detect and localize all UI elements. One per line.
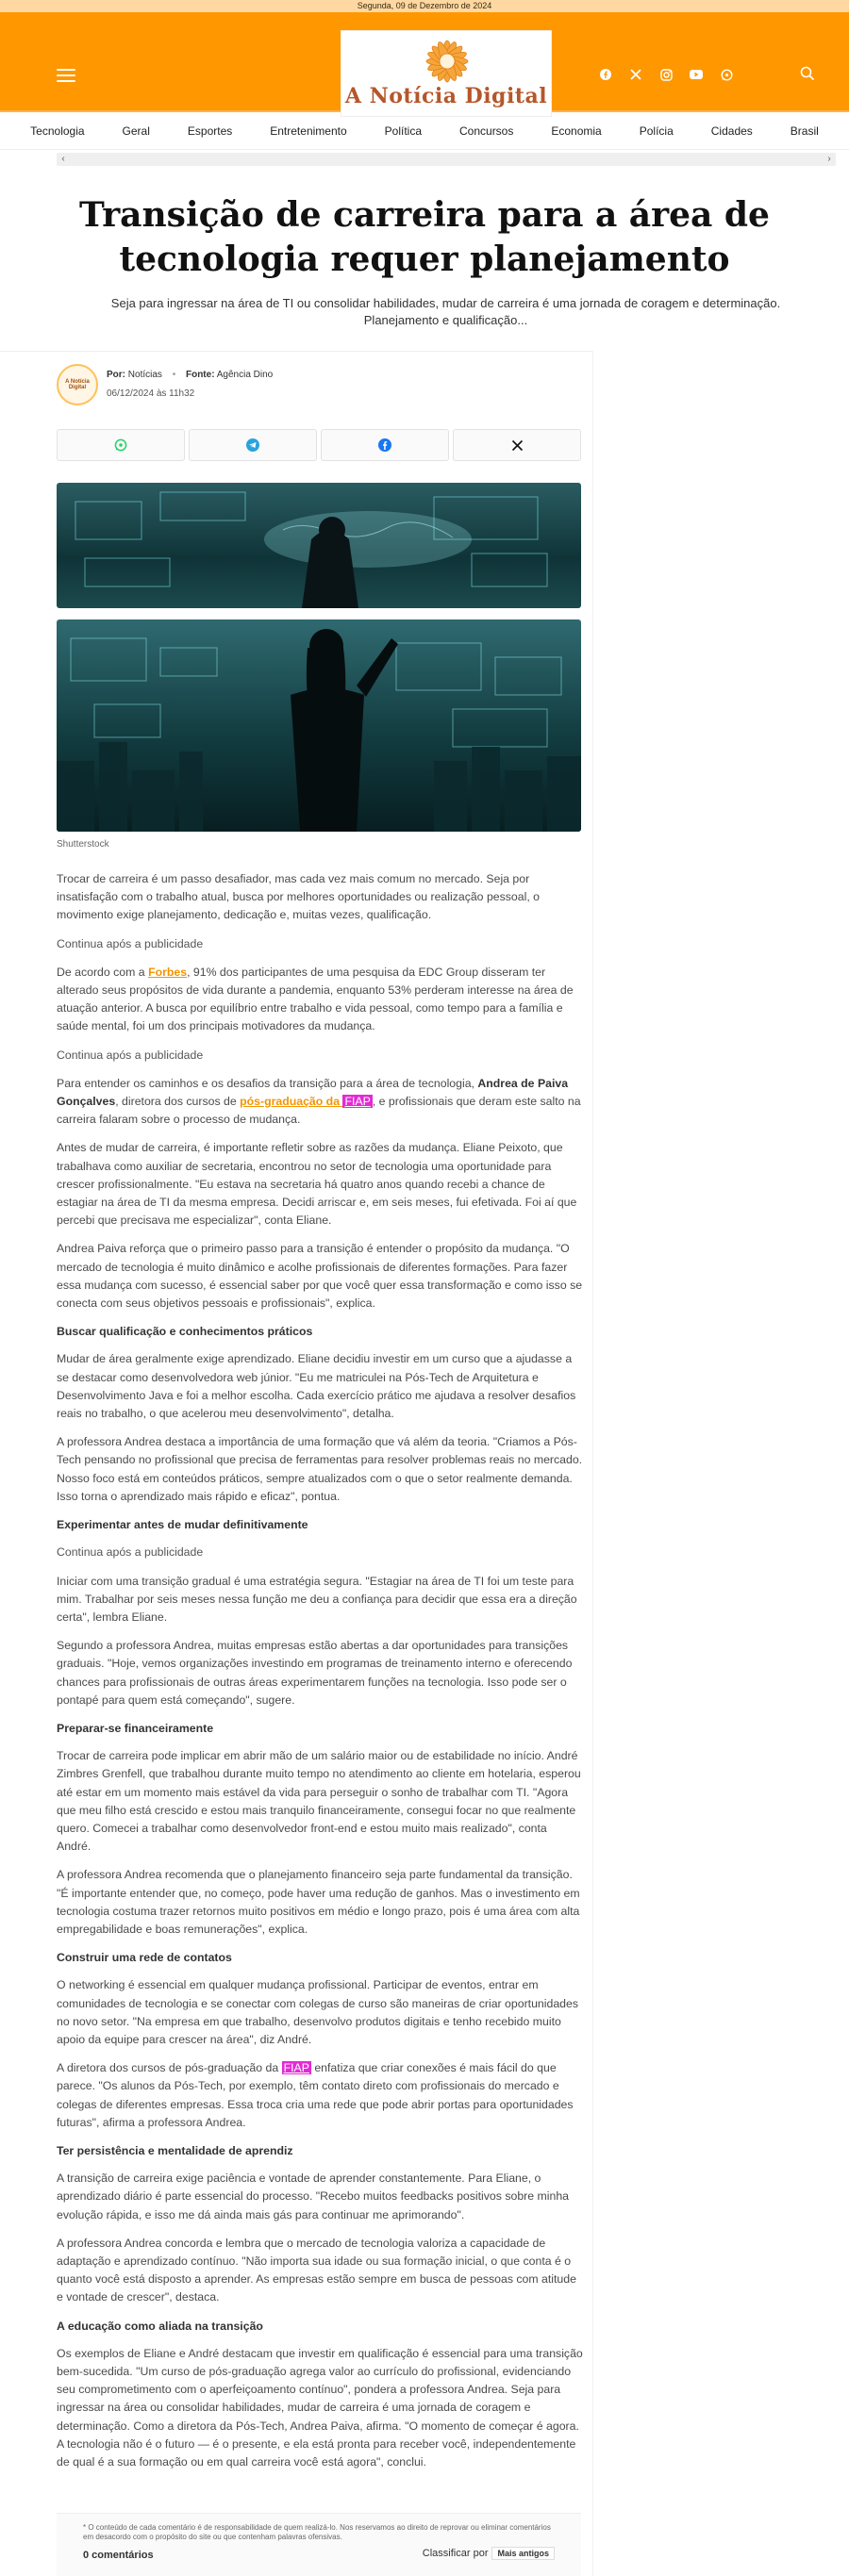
nav-item-economia[interactable]: Economia [551, 124, 602, 138]
by-label: Por: [107, 370, 125, 380]
ad-notice: Continua após a publicidade [57, 1048, 204, 1062]
nav-item-brasil[interactable]: Brasil [790, 124, 819, 138]
divider [0, 351, 592, 352]
paragraph: O networking é essencial em qualquer mudança profissional. Participar de eventos, entrar em comunidades de tecnologia e se conectar com colegas de curso são maneiras de criar oportunidades no novo setor. "Na empresa em que trabalho, desenvolvo produtos digitais e tenho recebido muito apoio da equipe para crescer na área", diz André. [57, 1978, 578, 2046]
comments-disclaimer: * O conteúdo de cada comentário é de responsabilidade de quem realizá-lo. Nos reservamos ao direito de reprovar ou eliminar comentários em desacordo com o propósito do site ou que contenham palavras ofensivas. [83, 2523, 551, 2541]
avatar [57, 364, 98, 405]
section-heading: Experimentar antes de mudar definitivamente [57, 1518, 308, 1532]
paragraph: A professora Andrea destaca a importância de uma formação que vá além da teoria. "Criamos a Pós-Tech pensando no profissional que precisa de ferramentas para resolver problemas reais no mercado. Nosso foco está em conteúdos práticos, sempre atualizados com o que o setor realmente demanda. Isso torna o aprendizado mais rápido e eficaz", pontua. [57, 1435, 583, 1503]
nav-item-policia[interactable]: Polícia [639, 124, 674, 138]
comments-count: 0 comentários [83, 2550, 154, 2561]
posgraduacao-link[interactable]: pós-graduação da [240, 1095, 343, 1109]
comments-bar [83, 2550, 555, 2568]
current-date: Segunda, 09 de Dezembro de 2024 [357, 1, 492, 10]
sort-label: Classificar por [422, 2548, 489, 2559]
paragraph: Iniciar com uma transição gradual é uma estratégia segura. "Estagiar na área de TI foi um teste para mim. Trabalhar por seis meses nessa função me deu a confiança para decidir que essa era a direção certa", lembra Eliane. [57, 1574, 577, 1624]
nav-item-tecnologia[interactable]: Tecnologia [30, 124, 85, 138]
section-heading: Preparar-se financeiramente [57, 1721, 214, 1735]
nav-item-politica[interactable]: Política [384, 124, 422, 138]
nav-scrollbar[interactable] [57, 153, 836, 166]
facebook-icon[interactable] [599, 68, 612, 81]
paragraph: Segundo a professora Andrea, muitas empresas estão abertas a dar oportunidades para transições graduais. "Hoje, vemos organizações investindo em programas de treinamento interno e oferecendo chances para profissionais de outras áreas experimentarem funções na tecnologia. Isso pode ser o pontapé para quem está começando", sugere. [57, 1639, 573, 1707]
paragraph: Para entender os caminhos e os desafios da transição para a área de tecnologia, Andrea de Paiva Gonçalves, diretora dos cursos de pós-graduação da FIAP , e profissionais que deram este salto na carreira falaram sobre o processo de mudança. [57, 1076, 581, 1127]
share-buttons [57, 429, 581, 461]
nav-item-entretenimento[interactable]: Entretenimento [270, 124, 347, 138]
avatar-text: A Notícia Digital [65, 379, 90, 390]
image-caption: Shutterstock [57, 839, 109, 850]
paragraph: De acordo com a Forbes, 91% dos participantes de uma pesquisa da EDC Group disseram ter alterado seus propósitos de vida durante a pandemia, enquanto 53% perderam interesse na área de atuação anterior. A busca por equilíbrio entre trabalho e vida pessoal, como tempo para a família e saúde mental, foi um dos principais motivadores da mudança. [57, 965, 574, 1033]
facebook-icon [378, 438, 391, 452]
nav-item-geral[interactable]: Geral [122, 124, 150, 138]
site-header [0, 12, 849, 112]
source-label: Fonte: [185, 370, 215, 380]
share-whatsapp-button[interactable] [57, 429, 185, 461]
ad-notice: Continua após a publicidade [57, 1545, 204, 1560]
paragraph: Andrea Paiva reforça que o primeiro passo para a transição é entender o propósito da mudança. "O mercado de tecnologia é muito dinâmico e acolhe profissionais de diferentes formações. Para fazer essa mudança com sucesso, é essencial saber por que você quer essa transformação e como isso se conecta com seus objetivos pessoais e profissionais", explica. [57, 1242, 583, 1311]
share-x-button[interactable] [453, 429, 581, 461]
sort-select[interactable]: Mais antigos [491, 2547, 555, 2560]
paragraph: A transição de carreira exige paciência e vontade de aprender constantemente. Para Eliane, o aprendizado diário é parte essencial do processo. "Recebo muitos feedbacks positivos sobre minha evolução rápida, e isso me dá ainda mais gás para continuar me aprimorando". [57, 2171, 570, 2221]
comments-sort [423, 2548, 555, 2559]
source-name: Agência Dino [216, 370, 274, 380]
paragraph: Antes de mudar de carreira, é importante refletir sobre as razões da mudança. Eliane Peixoto, que trabalhava como auxiliar de secretaria, encontrou no setor de tecnologia uma oportunidade para crescer profissionalmente. "Eu estava na secretaria há quatro anos quando recebi a chance de estagiar na área de TI da mesma empresa. Decidi arriscar e, em seis meses, fui efetivada. Foi aí que percebi que precisava me especializar", conta Eliane. [57, 1141, 577, 1228]
site-logo[interactable] [341, 30, 552, 117]
paragraph: Trocar de carreira pode implicar em abrir mão de um salário maior ou de estabilidade no início. André Zimbres Grenfell, que trabalhou durante muito tempo no atendimento ao cliente em hotelaria, esperou até estar em um momento mais estável da vida para perseguir o sonho de trabalhar com TI. "Agora que meu filho está crescido e estou mais tranquilo financeiramente, consegui focar no que realmente quero. Comecei a trabalhar como desenvolvedor front-end e estou muito mais realizado", conta André. [57, 1749, 581, 1854]
social-links [599, 68, 733, 81]
nav-item-esportes[interactable]: Esportes [187, 124, 233, 138]
x-icon [511, 439, 524, 452]
section-heading: A educação como aliada na transição [57, 2319, 263, 2333]
paragraph: A professora Andrea recomenda que o planejamento financeiro seja parte fundamental da transição. "É importante entender que, no começo, pode haver uma redução de ganhos. Mas o investimento em tecnologia costuma trazer retornos muito positivos em médio e longo prazo, pois é uma área com alta empregabilidade e boas remunerações", explica. [57, 1868, 580, 1936]
article-body [57, 870, 583, 2482]
search-icon[interactable] [800, 66, 815, 81]
youtube-icon[interactable] [690, 68, 703, 81]
date-bar [0, 0, 849, 12]
fiap-link[interactable]: FIAP [344, 1095, 371, 1109]
paragraph: Trocar de carreira é um passo desafiador, mas cada vez mais comum no mercado. Seja por insatisfação com o trabalho atual, busca por melhores oportunidades ou realização pessoal, o movimento exige planejamento, dedicação e, muitas vezes, qualificação. [57, 872, 540, 922]
scroll-left-icon[interactable]: ‹ [61, 154, 65, 164]
menu-icon[interactable] [57, 69, 75, 82]
share-facebook-button[interactable] [321, 429, 449, 461]
telegram-icon [246, 438, 259, 452]
comments-section [57, 2513, 581, 2576]
whatsapp-icon[interactable] [720, 68, 733, 81]
section-heading: Buscar qualificação e conhecimentos práticos [57, 1325, 313, 1339]
publish-datetime: 06/12/2024 às 11h32 [107, 388, 195, 399]
x-icon[interactable] [629, 68, 642, 81]
author-block [57, 364, 585, 411]
section-heading: Ter persistência e mentalidade de aprendiz [57, 2143, 293, 2157]
logo-text: A Notícia Digital [344, 84, 548, 108]
instagram-icon[interactable] [659, 68, 673, 81]
section-heading: Construir uma rede de contatos [57, 1951, 232, 1965]
article-title: Transição de carreira para a área de tecnologia requer planejamento [79, 195, 770, 279]
share-telegram-button[interactable] [189, 429, 317, 461]
scroll-right-icon[interactable]: › [827, 154, 831, 164]
paragraph: A diretora dos cursos de pós-graduação da FIAP enfatiza que criar conexões é mais fácil do que parece. "Os alunos da Pós-Tech, por exemplo, têm contato direto com profissionais do mercado e colegas de diferentes empresas. Essa troca cria uma rede que pode abrir portas para oportunidades futuras", afirma a professora Andrea. [57, 2061, 574, 2129]
paragraph: A professora Andrea concorda e lembra que o mercado de tecnologia valoriza a capacidade de adaptação e aprendizado contínuo. "Não importa sua idade ou sua formação inicial, o que conta é o quanto você está disposto a aprender. As empresas estão sempre em busca de pessoas com atitude e vontade de crescer", destaca. [57, 2236, 576, 2304]
paragraph: Os exemplos de Eliane e André destacam que investir em qualificação é essencial para uma transição bem-sucedida. "Um curso de pós-graduação agrega valor ao currículo do profissional, evidenciando seu comprometimento com o aperfeiçoamento contínuo", pondera a professora Andrea. Seja para ingressar na área ou consolidar habilidades, mudar de carreira é uma jornada de coragem e determinação. Como a diretora da Pós-Tech, Andrea Paiva, afirma. "O momento de começar é agora. A tecnologia não é o futuro — é o presente, e ela está pronta para receber você, independentemente de qual é a sua formação ou em qual carreira você está agora", conclui. [57, 2346, 583, 2469]
ad-notice: Continua após a publicidade [57, 936, 204, 950]
author-meta: Por: Notícias • Fonte: Agência Dino [107, 370, 274, 380]
article-banner-image [57, 483, 581, 608]
article-subtitle: Seja para ingressar na área de TI ou consolidar habilidades, mudar de carreira é uma jornada de coragem e determinação. Planejamento e qualificação... [110, 296, 781, 327]
whatsapp-icon [114, 438, 127, 452]
article-main-image [57, 619, 581, 832]
author-name[interactable]: Notícias [127, 370, 162, 380]
paragraph: Mudar de área geralmente exige aprendizado. Eliane decidiu investir em um curso que a ajudasse a se destacar como desenvolvedora web júnior. "Eu me matriculei na Pós-Tech de Arquitetura e Desenvolvimento Java e foi a melhor escolha. Cada exercício prático me ajudava a resolver desafios reais no trabalho, o que acelerou meu desenvolvimento", detalha. [57, 1352, 576, 1421]
forbes-link[interactable]: Forbes [148, 965, 188, 979]
nav-item-cidades[interactable]: Cidades [710, 124, 753, 138]
nav-item-concursos[interactable]: Concursos [459, 124, 514, 138]
category-nav [0, 112, 849, 150]
fiap-link[interactable]: FIAP [283, 2061, 309, 2075]
column-divider [592, 351, 593, 2576]
